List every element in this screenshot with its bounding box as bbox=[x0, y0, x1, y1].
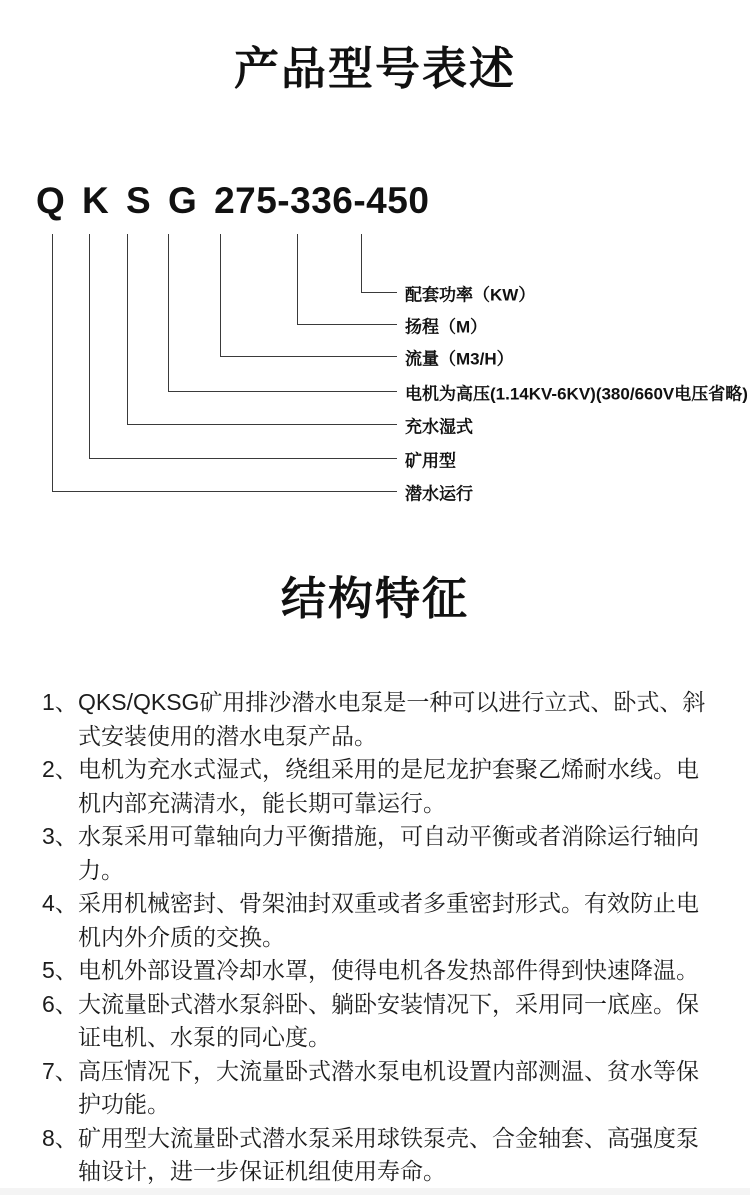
feature-text: 高压情况下，大流量卧式潜水泵电机设置内部测温、贫水等保护功能。 bbox=[78, 1057, 699, 1117]
feature-text: QKS/QKSG矿用排沙潜水电泵是一种可以进行立式、卧式、斜式安装使用的潜水电泵产品。 bbox=[78, 689, 706, 749]
section-title-structure: 结构特征 bbox=[280, 573, 469, 624]
feature-text: 电机外部设置冷却水罩，使得电机各发热部件得到快速降温。 bbox=[78, 957, 699, 983]
feature-item-1 bbox=[42, 686, 718, 753]
feature-item-7 bbox=[42, 1055, 718, 1122]
feature-number: 5、 bbox=[42, 957, 78, 983]
feature-item-6 bbox=[42, 988, 718, 1055]
page-title: 产品型号表述 bbox=[233, 43, 516, 94]
connector-line-wet-type bbox=[127, 234, 397, 425]
diagram-label-submersible: 潜水运行 bbox=[405, 484, 473, 504]
feature-number: 7、 bbox=[42, 1057, 78, 1084]
diagram-label-mining-type: 矿用型 bbox=[405, 451, 456, 471]
connector-line-voltage bbox=[168, 234, 397, 392]
feature-text: 水泵采用可靠轴向力平衡措施，可自动平衡或者消除运行轴向力。 bbox=[78, 823, 699, 883]
connector-line-flow bbox=[220, 234, 397, 357]
feature-number: 4、 bbox=[42, 890, 78, 916]
feature-item-5 bbox=[42, 954, 718, 988]
feature-list bbox=[42, 686, 718, 1189]
connector-line-mining-type bbox=[89, 234, 397, 459]
feature-text: 电机为充水式湿式，绕组采用的是尼龙护套聚乙烯耐水线。电机内部充满清水，能长期可靠运行。 bbox=[78, 756, 699, 816]
feature-number: 2、 bbox=[42, 756, 78, 782]
diagram-label-wet-type: 充水湿式 bbox=[405, 417, 473, 437]
feature-item-8 bbox=[42, 1122, 718, 1189]
feature-text: 矿用型大流量卧式潜水泵采用球铁泵壳、合金轴套、高强度泵轴设计，进一步保证机组使用寿命。 bbox=[78, 1124, 699, 1184]
feature-item-4 bbox=[42, 887, 718, 954]
connector-line-head bbox=[297, 234, 397, 325]
feature-item-2 bbox=[42, 753, 718, 820]
connector-line-power bbox=[361, 234, 397, 293]
diagram-label-power: 配套功率（KW） bbox=[405, 285, 536, 305]
diagram-label-flow: 流量（M3/H） bbox=[405, 349, 514, 369]
connector-line-submersible bbox=[52, 234, 397, 492]
feature-number: 8、 bbox=[42, 1124, 78, 1151]
feature-number: 1、 bbox=[42, 689, 78, 715]
feature-number: 3、 bbox=[42, 823, 78, 849]
model-code: Q K S G 275-336-450 bbox=[36, 180, 430, 221]
diagram-label-head: 扬程（M） bbox=[405, 317, 488, 337]
feature-text: 采用机械密封、骨架油封双重或者多重密封形式。有效防止电机内外介质的交换。 bbox=[78, 890, 699, 950]
bottom-divider bbox=[0, 1188, 750, 1195]
feature-number: 6、 bbox=[42, 990, 78, 1017]
feature-item-3 bbox=[42, 820, 718, 887]
diagram-label-voltage: 电机为高压(1.14KV-6KV)(380/660V电压省略) bbox=[405, 384, 748, 404]
feature-text: 大流量卧式潜水泵斜卧、躺卧安装情况下，采用同一底座。保证电机、水泵的同心度。 bbox=[78, 990, 699, 1050]
